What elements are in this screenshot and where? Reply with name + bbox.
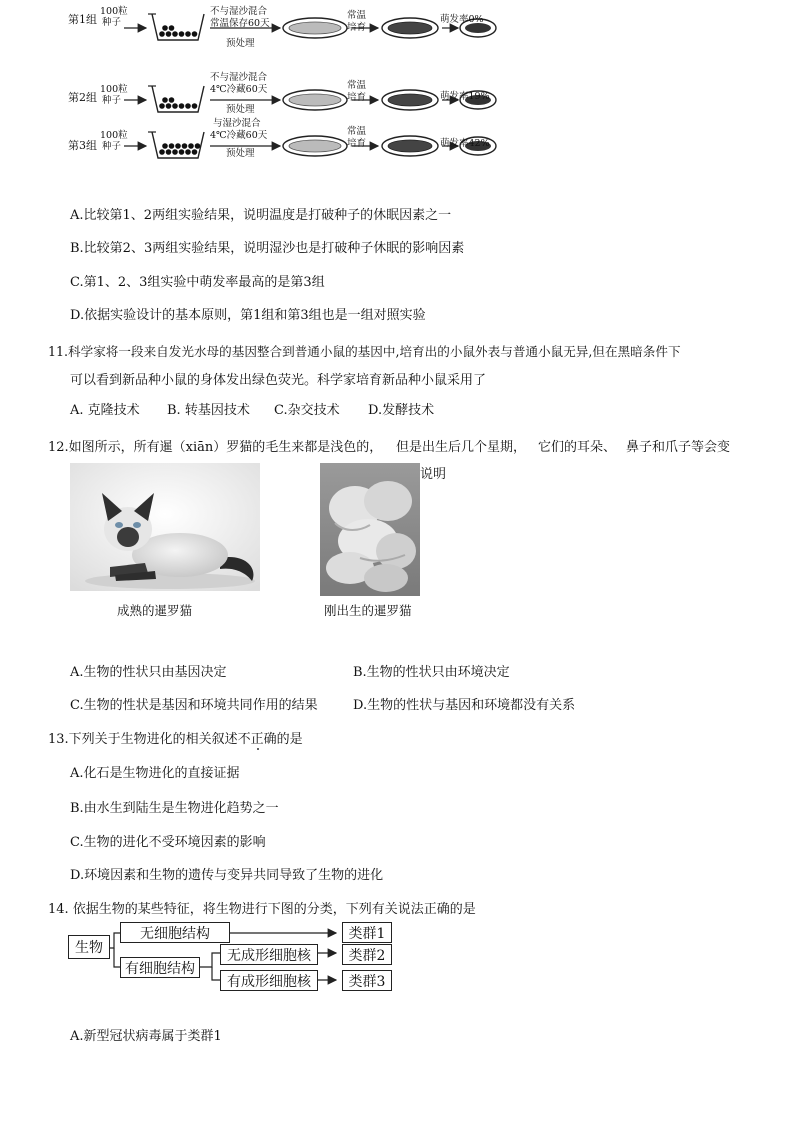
seed <box>159 31 165 37</box>
seed <box>179 103 185 109</box>
seed <box>169 143 175 149</box>
q11-option-c: C.杂交技术 <box>274 403 340 418</box>
treatment-line1: 不与湿沙混合 <box>210 72 268 83</box>
seed <box>192 103 198 109</box>
has-nucleus-box <box>220 970 318 991</box>
petri-dish-inner <box>388 140 432 152</box>
q11-option-a: A. 克隆技术 <box>70 403 140 418</box>
q10-option-b: B.比较第2、3两组实验结果，说明湿沙也是打破种子休眠的影响因素 <box>70 241 465 256</box>
culture-line1: 常温 <box>347 126 367 137</box>
q14-option-a: A.新型冠状病毒属于类群1 <box>70 1029 222 1044</box>
group2-box <box>342 944 392 965</box>
q10-option-a: A.比较第1、2两组实验结果，说明温度是打破种子的休眠因素之一 <box>70 208 452 223</box>
petri-dish-inner <box>289 140 341 152</box>
no-nucleus-label: 无成形细胞核 <box>227 947 311 964</box>
treatment-line2: 4℃冷藏60天 <box>210 130 268 141</box>
root-label: 生物 <box>75 940 103 956</box>
seed <box>172 31 178 37</box>
seed <box>195 143 201 149</box>
culture-line2: 培育 <box>347 22 367 33</box>
group-label: 第2组 <box>68 91 97 104</box>
pretreatment-label: 预处理 <box>226 104 255 115</box>
q13-option-d: D.环境因素和生物的遗传与变异共同导致了生物的进化 <box>70 868 384 883</box>
seed <box>188 143 194 149</box>
q13-option-a: A.化石是生物进化的直接证据 <box>70 766 240 781</box>
q14-stem: 14. 依据生物的某些特征，将生物进行下图的分类，下列有关说法正确的是 <box>48 902 476 917</box>
seed <box>182 143 188 149</box>
pretreatment-label: 预处理 <box>226 38 255 49</box>
q12-stem-part4: 鼻子和爪子等会变 <box>626 440 731 455</box>
seed <box>166 103 172 109</box>
has-cell-structure-box <box>120 957 200 978</box>
seed-label: 种子 <box>102 141 122 152</box>
q12-option-c: C.生物的性状是基因和环境共同作用的结果 <box>70 698 318 713</box>
seed-count: 100粒 <box>100 6 128 17</box>
q12-option-b: B.生物的性状只由环境决定 <box>353 665 510 680</box>
q10-option-c: C.第1、2、3组实验中萌发率最高的是第3组 <box>70 275 325 290</box>
group1-label: 类群1 <box>348 925 386 942</box>
q12-stem-tail: 说明 <box>420 467 447 482</box>
q12-option-d: D.生物的性状与基因和环境都没有关系 <box>353 698 576 713</box>
treatment-line1: 不与湿沙混合 <box>210 6 268 17</box>
q11-option-d: D.发酵技术 <box>368 403 435 418</box>
seed <box>185 103 191 109</box>
seed <box>179 149 185 155</box>
group-label: 第3组 <box>68 139 97 152</box>
germination-rate: 萌发率19% <box>440 91 490 102</box>
q11-stem-line1: 11.科学家将一段来自发光水母的基因整合到普通小鼠的基因中,培育出的小鼠外表与普通小鼠无异,但在黑暗条件下 <box>48 344 681 359</box>
seed-label: 种子 <box>102 17 122 28</box>
pretreatment-label: 预处理 <box>226 148 255 159</box>
adult-cat-caption: 成熟的暹罗猫 <box>117 603 193 618</box>
seed <box>192 149 198 155</box>
q12-option-a: A.生物的性状只由基因决定 <box>70 665 227 680</box>
petri-dish-inner <box>388 94 432 106</box>
no-cell-structure-label: 无细胞结构 <box>140 925 210 942</box>
newborn-cat-caption: 刚出生的暹罗猫 <box>324 603 412 618</box>
q11-stem-line2: 可以看到新品种小鼠的身体发出绿色荧光。科学家培育新品种小鼠采用了 <box>70 373 487 388</box>
no-nucleus-box <box>220 944 318 965</box>
seed <box>162 143 168 149</box>
seed <box>192 31 198 37</box>
seed <box>185 149 191 155</box>
q13-option-c: C.生物的进化不受环境因素的影响 <box>70 835 266 850</box>
q10-option-d: D.依据实验设计的基本原则，第1组和第3组也是一组对照实验 <box>70 308 426 323</box>
emphasis-dot <box>257 748 259 750</box>
seed <box>166 149 172 155</box>
seed <box>162 97 168 103</box>
culture-line1: 常温 <box>347 80 367 91</box>
has-cell-structure-label: 有细胞结构 <box>125 960 195 977</box>
petri-dish-inner <box>289 94 341 106</box>
group1-box <box>342 922 392 943</box>
seed <box>179 31 185 37</box>
treatment-line1: 与湿沙混合 <box>213 118 261 129</box>
group3-box <box>342 970 392 991</box>
seed <box>172 149 178 155</box>
germination-rate: 萌发率42% <box>440 138 490 149</box>
q12-stem-part3: 它们的耳朵、 <box>538 440 617 455</box>
seed <box>185 31 191 37</box>
q12-stem-part1: 12.如图所示，所有暹（xiān）罗猫的毛生来都是浅色的， <box>48 440 383 455</box>
q12-stem-part2: 但是出生后几个星期， <box>396 440 527 455</box>
seed <box>159 149 165 155</box>
germination-rate: 萌发率0% <box>440 14 484 25</box>
group3-label: 类群3 <box>348 973 386 990</box>
group-label: 第1组 <box>68 13 97 26</box>
treatment-line2: 4℃冷藏60天 <box>210 84 268 95</box>
seed-count: 100粒 <box>100 84 128 95</box>
culture-line2: 培育 <box>347 138 367 149</box>
seed <box>169 25 175 31</box>
q11-option-b: B. 转基因技术 <box>167 403 250 418</box>
culture-line2: 培育 <box>347 92 367 103</box>
seed <box>175 143 181 149</box>
root-box <box>68 935 110 959</box>
seed <box>172 103 178 109</box>
treatment-line2: 常温保存60天 <box>210 18 270 29</box>
seed-label: 种子 <box>102 95 122 106</box>
newborn-siamese-kittens-image <box>320 463 420 596</box>
petri-dish-inner <box>289 22 341 34</box>
culture-line1: 常温 <box>347 10 367 21</box>
seed <box>162 25 168 31</box>
group2-label: 类群2 <box>348 947 386 964</box>
seed-count: 100粒 <box>100 130 128 141</box>
q13-option-b: B.由水生到陆生是生物进化趋势之一 <box>70 801 279 816</box>
adult-siamese-cat-image <box>70 463 260 591</box>
q13-stem: 13.下列关于生物进化的相关叙述不正确的是 <box>48 732 303 747</box>
seed <box>169 97 175 103</box>
seed <box>159 103 165 109</box>
seed <box>166 31 172 37</box>
has-nucleus-label: 有成形细胞核 <box>227 973 311 990</box>
no-cell-structure-box <box>120 922 230 943</box>
petri-dish-inner <box>388 22 432 34</box>
